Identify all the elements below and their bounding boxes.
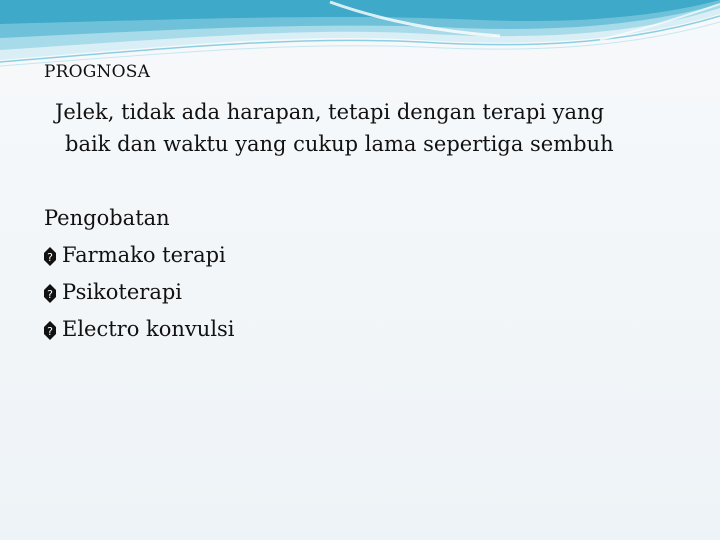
list-item-label: Electro konvulsi [62, 317, 235, 341]
section-title: Pengobatan [44, 206, 170, 230]
missing-glyph-icon [44, 247, 56, 266]
list-item-label: Farmako terapi [62, 243, 226, 267]
paragraph-line-2: baik dan waktu yang cukup lama sepertiga sembuh [65, 132, 614, 156]
svg-text:?: ? [47, 251, 53, 264]
prognosis-paragraph [55, 96, 695, 160]
slide-heading: PROGNOSA [44, 62, 151, 82]
missing-glyph-icon [44, 321, 56, 340]
svg-text:?: ? [47, 288, 53, 301]
treatment-section [44, 200, 235, 348]
missing-glyph-icon [44, 284, 56, 303]
list-item [44, 311, 235, 348]
list-item [44, 237, 235, 274]
svg-text:?: ? [47, 325, 53, 338]
list-item-label: Psikoterapi [62, 280, 183, 304]
list-item [44, 274, 235, 311]
paragraph-line-1: Jelek, tidak ada harapan, tetapi dengan terapi yang [55, 100, 605, 124]
